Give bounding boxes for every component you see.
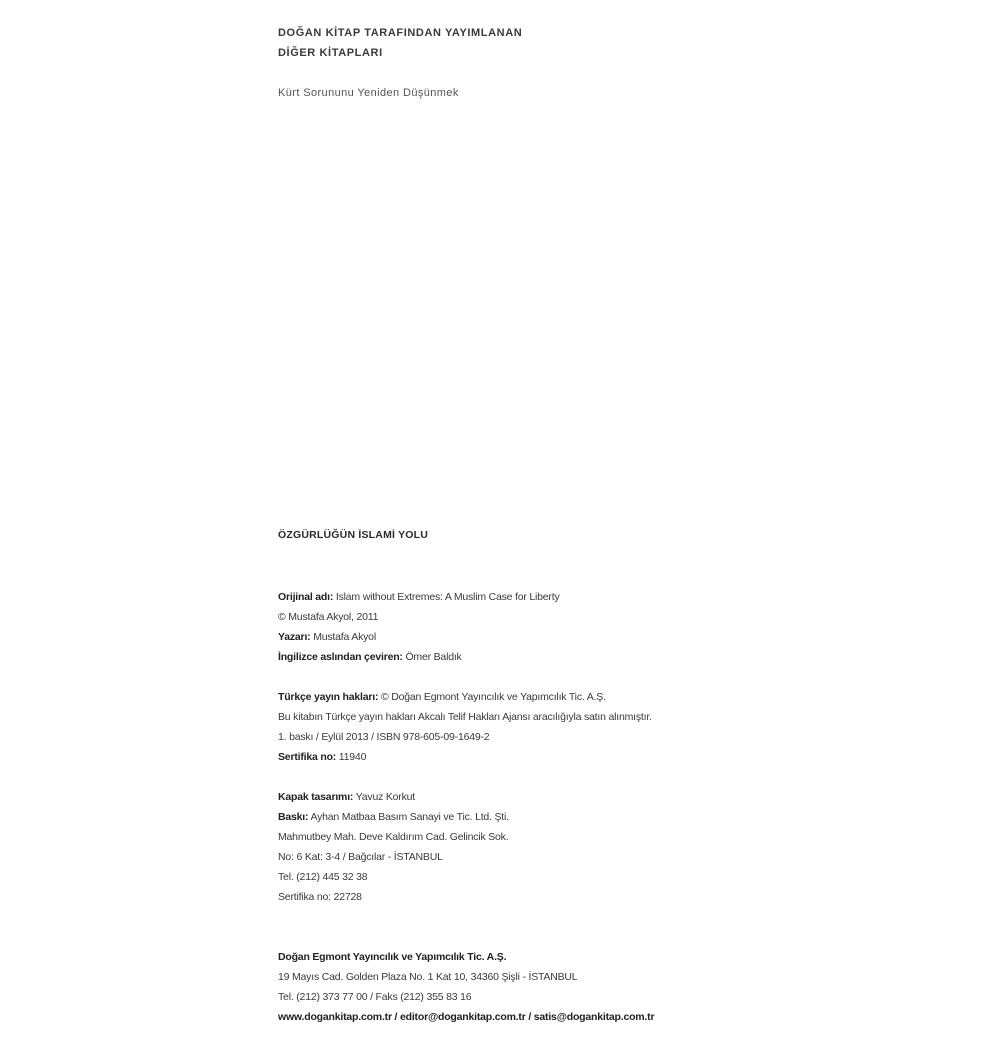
- printer-certificate: Sertifika no: 22728: [278, 891, 362, 903]
- publisher-name: Doğan Egmont Yayıncılık ve Yapımcılık Tic. A.Ş.: [278, 951, 507, 963]
- certificate-value: 11940: [338, 751, 367, 763]
- printer-address-line1: Mahmutbey Mah. Deve Kaldırım Cad. Gelincik Sok.: [278, 831, 509, 843]
- spacer: [278, 907, 798, 947]
- other-books-heading-line1: DOĞAN KİTAP TARAFINDAN YAYIMLANAN: [278, 27, 523, 39]
- author-value: Mustafa Akyol: [313, 631, 376, 643]
- original-title-label: Orijinal adı:: [278, 591, 334, 603]
- cover-design-label: Kapak tasarımı:: [278, 791, 354, 803]
- rights-line: [278, 687, 798, 707]
- rights-label: Türkçe yayın hakları:: [278, 691, 379, 703]
- imprint-block: [278, 587, 798, 1027]
- print-label: Baskı:: [278, 811, 309, 823]
- rights-value: © Doğan Egmont Yayıncılık ve Yapımcılık Tic. A.Ş.: [381, 691, 606, 703]
- other-books-heading: [278, 23, 798, 63]
- print-value: Ayhan Matbaa Basım Sanayi ve Tic. Ltd. Şti.: [310, 811, 509, 823]
- publisher-phone-fax: Tel. (212) 373 77 00 / Faks (212) 355 83 16: [278, 991, 472, 1003]
- publisher-web-contacts: www.dogankitap.com.tr / editor@dogankitap.com.tr / satis@dogankitap.com.tr: [278, 1011, 655, 1023]
- book-title: ÖZGÜRLÜĞÜN İSLAMİ YOLU: [278, 529, 429, 541]
- translator-line: [278, 647, 798, 667]
- spacer: [278, 667, 798, 687]
- printer-address-line2: No: 6 Kat: 3-4 / Bağcılar - İSTANBUL: [278, 851, 443, 863]
- publisher-address: 19 Mayıs Cad. Golden Plaza No. 1 Kat 10, 34360 Şişli - İSTANBUL: [278, 971, 578, 983]
- copyright-line: © Mustafa Akyol, 2011: [278, 611, 379, 623]
- print-line: [278, 807, 798, 827]
- original-title-value: Islam without Extremes: A Muslim Case for Liberty: [335, 591, 560, 603]
- other-books-heading-line2: DİĞER KİTAPLARI: [278, 47, 383, 59]
- author-label: Yazarı:: [278, 631, 311, 643]
- edition-line: 1. baskı / Eylül 2013 / ISBN 978-605-09-1649-2: [278, 731, 490, 743]
- printer-phone: Tel. (212) 445 32 38: [278, 871, 368, 883]
- original-title-line: [278, 587, 798, 607]
- certificate-label: Sertifika no:: [278, 751, 337, 763]
- translator-value: Ömer Baldık: [405, 651, 462, 663]
- other-book-item: Kürt Sorununu Yeniden Düşünmek: [278, 87, 459, 99]
- translator-label: İngilizce aslından çeviren:: [278, 651, 403, 663]
- certificate-line: [278, 747, 798, 767]
- other-books-list: [278, 84, 798, 102]
- cover-design-value: Yavuz Korkut: [355, 791, 416, 803]
- cover-design-line: [278, 787, 798, 807]
- spacer: [278, 767, 798, 787]
- author-line: [278, 627, 798, 647]
- agency-note: Bu kitabın Türkçe yayın hakları Akcalı Telif Hakları Ajansı aracılığıyla satın alınmıştır.: [278, 711, 652, 723]
